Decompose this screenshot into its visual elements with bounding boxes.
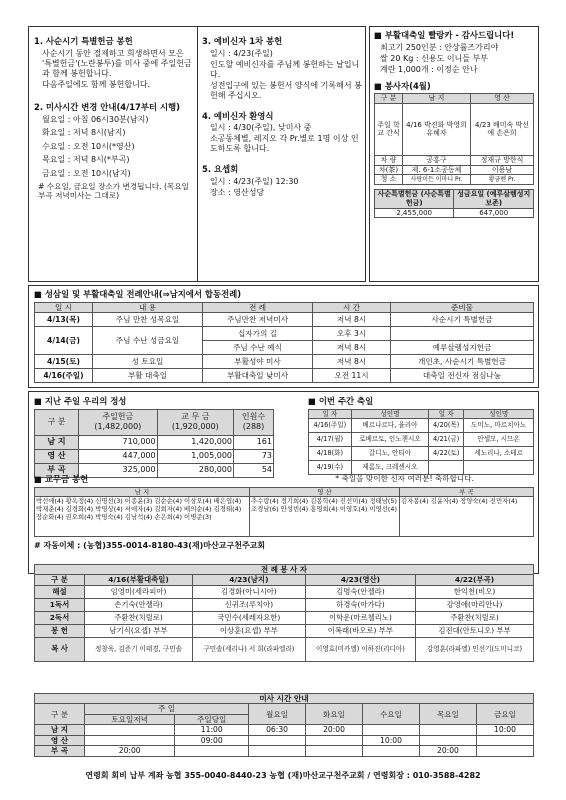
table-cell: 이영효(미카엘) 이하진(리디아) <box>305 637 415 661</box>
table-cell: 세노리나, 소테르 <box>464 446 534 460</box>
table-cell: 710,000 <box>79 435 158 449</box>
notice-item: 화요일 : 저녁 8시(남지) <box>42 128 126 138</box>
schedule-title: ■ 성삼일 및 부활대축일 전례안내(⇒남지에서 합동전례) <box>34 289 242 299</box>
table-cell: 하경숙(아가다) <box>305 598 415 611</box>
table-cell: 남기식(요셉) 부부 <box>85 624 193 637</box>
table-cell: 4/16(주일) <box>309 418 352 432</box>
table-cell: 베르나르다, 율리아 <box>351 418 428 432</box>
table-cell: 73 <box>234 449 274 463</box>
table-header: 금요일 <box>476 704 533 725</box>
thanks-title: ■ 부활대축일 빨랑카 - 감사드립니다! <box>374 30 515 40</box>
table-cell: 황금펜 Pr. <box>471 175 534 185</box>
table-header: 주일당일 <box>175 714 249 724</box>
thanks-item: 계란 1,000개 : 이정순 안나 <box>380 64 478 74</box>
table-cell <box>249 735 306 745</box>
table-cell <box>249 746 306 756</box>
finance-title: ■ 지난 주일 우리의 정성 <box>34 396 127 406</box>
table-cell: 1,005,000 <box>157 449 233 463</box>
table-title: 전 례 봉 사 자 <box>35 565 534 575</box>
table-cell: 54 <box>234 463 274 477</box>
table-cell: 봉 헌 <box>35 624 85 637</box>
table-header: 주 일 <box>85 704 249 714</box>
table-cell: 김명숙(안젤라) <box>305 585 415 598</box>
table-cell: 예루살렘성지헌금 <box>391 340 534 354</box>
table-cell <box>363 725 420 735</box>
table-header: 구 분 <box>35 704 85 725</box>
table-cell: 대축일 전신자 점심나눔 <box>391 368 534 382</box>
table-cell: 로베르토, 인노첸시오 <box>351 432 428 446</box>
footer-info: 연령회 회비 납부 계좌 농협 355-0040-8440-23 농협 (재)마산교구천주교회 / 연령회장 : 010-3588-4282 <box>85 771 481 780</box>
table-header: 성인명 <box>351 409 428 418</box>
table-cell: 오전 11시 <box>313 368 391 382</box>
table-cell: 161 <box>234 435 274 449</box>
table-cell: 부활성야 미사 <box>203 354 313 368</box>
notice-item: 수요일 : 오전 10시(*영산) <box>42 141 135 151</box>
table-header: 성인명 <box>464 409 534 418</box>
notice-title: 2. 미사시간 변경 안내(4/17부터 시행) <box>34 101 180 112</box>
notice-item: 일시 : 4/30(주일), 낮미사 중 <box>210 123 312 132</box>
table-cell: 4/16 박진화 박영희 유혜자 <box>403 103 471 155</box>
table-header: 남 지 <box>35 487 250 496</box>
table-cell: 남 지 <box>35 435 79 449</box>
table-cell: 4/19(수) <box>309 460 352 474</box>
schedule-section <box>34 289 534 383</box>
mass-section <box>34 693 534 757</box>
table-cell: 성 토요일 <box>93 354 203 368</box>
table-cell: 부 곡 <box>35 463 79 477</box>
dues-table <box>34 487 534 537</box>
table-cell: 09:00 <box>175 735 249 745</box>
servers-table <box>374 93 534 185</box>
table-cell: 06:30 <box>249 725 306 735</box>
table-header: 영 산 <box>471 94 534 104</box>
table-cell: 제롬도, 크레센시오 <box>351 460 428 474</box>
table-cell <box>85 735 175 745</box>
table-cell: 이학운(마르첼리노) <box>305 611 415 624</box>
table-header: 구 분 <box>35 409 79 435</box>
table-header: 목요일 <box>419 704 476 725</box>
table-cell <box>419 735 476 745</box>
table-cell: 4/23 배미숙 박선애 손은희 <box>471 103 534 155</box>
table-cell: 사랑이든 이마니 Pr. <box>403 175 471 185</box>
table-header: 영 산 <box>250 487 400 496</box>
notice-item: 다음주일에도 함께 봉헌합니다. <box>42 79 151 89</box>
table-cell <box>476 746 533 756</box>
table-cell: 공홍구 <box>403 155 471 165</box>
table-cell: 주님 만찬 성목요일 <box>93 312 203 326</box>
thanks-item: 최고기 250인분 : 안상률즈가리야 <box>380 42 499 52</box>
table-cell: 개인초, 사순시기 특별헌금 <box>391 354 534 368</box>
table-header: 수요일 <box>363 704 420 725</box>
table-cell: 김진대(안토니오) 부부 <box>416 624 534 637</box>
table-cell: 제. 6-1소공동체 <box>403 165 471 175</box>
table-cell: 차 량 <box>375 155 403 165</box>
table-header: 준비물 <box>391 302 534 312</box>
table-cell: 정창욱, 김준기 이태경, 구민솔 <box>85 637 193 661</box>
table-cell: 남 지 <box>35 725 85 735</box>
notice-item: 소공동체별, 레지오 각 Pr.별로 1명 이상 인도하도록 합니다. <box>210 134 359 153</box>
notices-col2 <box>202 36 362 199</box>
notice-title: 1. 사순시기 특별헌금 봉헌 <box>34 36 133 46</box>
table-cell: 한익천(비오) <box>416 585 534 598</box>
table-cell: 주님 수난 예식 <box>203 340 313 354</box>
table-cell: 4/22(토) <box>429 446 464 460</box>
table-cell <box>306 746 363 756</box>
table-header: 4/22(부곡) <box>416 575 534 585</box>
thanks-section <box>374 30 536 218</box>
table-cell: 이복래(바오로) 부부 <box>305 624 415 637</box>
notice-foot: # 수요일, 금요일 장소가 변경됩니다. (목요일 부곡 저녁미사는 그대로) <box>38 181 189 201</box>
birthday-title: ■ 이번 주간 축일 <box>308 396 374 406</box>
dues-section <box>34 474 534 551</box>
table-cell: 4/20(목) <box>429 418 464 432</box>
table-header: 일 시 <box>35 302 93 312</box>
table-header: 전 례 <box>203 302 313 312</box>
table-cell: 주일 학교 간식 <box>375 103 403 155</box>
table-header: 4/23(영산) <box>305 575 415 585</box>
table-cell: 2,455,000 <box>375 208 454 218</box>
notice-title: 5. 요셉회 <box>202 164 239 174</box>
transfer-info: # 자동이체 : (농협)355-0014-8180-43(재)마산교구천주교회 <box>34 540 266 550</box>
table-cell: 정재규 방한식 <box>471 155 534 165</box>
table-cell <box>306 735 363 745</box>
table-cell: 4/14(금) <box>35 326 93 354</box>
table-header: 일 자 <box>309 409 352 418</box>
table-header: 교 무 금 (1,920,000) <box>157 409 233 435</box>
table-cell: 2독서 <box>35 611 85 624</box>
table-cell: 해설 <box>35 585 85 598</box>
table-cell: 4/17(월) <box>309 432 352 446</box>
table-header: 성금요일 (예루살렘성지 보존) <box>454 190 534 209</box>
table-header: 화요일 <box>306 704 363 725</box>
table-header: 토요일저녁 <box>85 714 175 724</box>
table-cell: 갈디노, 안티아 <box>351 446 428 460</box>
notices-col1 <box>34 36 194 201</box>
finance-table <box>34 409 274 478</box>
table-header: 인원수 (288) <box>234 409 274 435</box>
table-cell: 주님 수난 성금요일 <box>93 326 203 354</box>
finance-section <box>34 396 274 478</box>
table-cell <box>391 326 534 340</box>
table-cell: 저녁 8시 <box>313 340 391 354</box>
offering-table <box>374 189 534 218</box>
table-cell: 복 사 <box>35 637 85 661</box>
notice-4 <box>202 111 362 155</box>
table-cell: 부활대축일 낮미사 <box>203 368 313 382</box>
thanks-item: 쌀 20 Kg : 신용도 이니들 부부 <box>380 53 489 63</box>
table-cell: 손기숙(안젤라) <box>85 598 193 611</box>
notice-1 <box>34 36 194 90</box>
table-cell: 4/16(주일) <box>35 368 93 382</box>
notice-item: 사순시기 동안 절제하고 희생하면서 모은 '특별헌금'(노란봉투)를 미사 중에 주일헌금과 함께 봉헌합니다. <box>42 48 192 78</box>
table-header: 시 간 <box>313 302 391 312</box>
notice-item: 장소 : 영산성당 <box>210 187 265 197</box>
table-cell: 영 산 <box>35 449 79 463</box>
birthday-section <box>308 396 536 475</box>
table-cell: 10:00 <box>476 725 533 735</box>
notice-item: 일시 : 4/23(주일) <box>210 48 273 58</box>
schedule-table <box>34 302 534 383</box>
table-header: 월요일 <box>249 704 306 725</box>
table-cell: 주환찬(치릴로) <box>85 611 193 624</box>
birthday-table <box>308 409 534 475</box>
table-cell: 647,000 <box>454 208 534 218</box>
table-header: 구 분 <box>375 94 403 104</box>
table-header: 남 지 <box>403 94 471 104</box>
table-cell: 김자봉(4) 김윤자(4) 장양숙(4) 전민자(4) <box>400 496 534 536</box>
divider <box>197 26 198 282</box>
table-cell: 부활 대축일 <box>93 368 203 382</box>
table-cell: 저녁 8시 <box>313 354 391 368</box>
table-cell <box>175 746 249 756</box>
table-cell: 이상훈(요셉) 부부 <box>192 624 305 637</box>
table-cell <box>476 735 533 745</box>
table-cell: 강영훈(라파엘) 민선기(도미니코) <box>416 637 534 661</box>
table-cell: 임영미(세라피아) <box>85 585 193 598</box>
mass-table <box>34 693 534 757</box>
table-cell <box>419 725 476 735</box>
table-header: 주일헌금 (1,482,000) <box>79 409 158 435</box>
table-cell: 강영애(마리안나) <box>416 598 534 611</box>
table-cell: 1,420,000 <box>157 435 233 449</box>
table-cell: 사순시기 특별헌금 <box>391 312 534 326</box>
table-cell: 280,000 <box>157 463 233 477</box>
table-cell: 4/15(토) <box>35 354 93 368</box>
table-cell: 20:00 <box>419 746 476 756</box>
notice-title: 3. 예비신자 1차 봉헌 <box>202 36 283 46</box>
table-cell: 4/18(화) <box>309 446 352 460</box>
table-header: 4/16(부활대축일) <box>85 575 193 585</box>
table-cell: 김경화(아니시아) <box>192 585 305 598</box>
liturgy-section <box>34 564 534 662</box>
table-cell <box>429 460 464 474</box>
table-cell: 국민수(세레자요한) <box>192 611 305 624</box>
table-cell: 박선애(4) 황옥정(4) 신명선(3) 이종윤(3) 김순순(4) 이상오(4) 배은엽(4) 박재춘(4) 김경화(4) 박영상(4) 서애자(4) 김희자(4) 배의순(4) 김경태(4) 장순화(4) 권오희(4) 박영숙(4) 김남석(4) 손은희(4) 이병준(3) <box>35 496 250 536</box>
table-cell: 추수랑(4) 정기희(4) 김봉학(4) 진선미(4) 정태남(5) 조경남(6) 안성빈(4) 홍영희(4) 이영호(4) 이영선(4) <box>250 496 400 536</box>
table-cell: 4/21(금) <box>429 432 464 446</box>
table-cell: 오후 3시 <box>313 326 391 340</box>
table-header: 부 곡 <box>400 487 534 496</box>
table-cell: 11:00 <box>175 725 249 735</box>
table-header: 4/23(남지) <box>192 575 305 585</box>
notice-item: 목요일 : 저녁 8시(*부곡) <box>42 155 130 165</box>
table-cell: 도미노, 마르치아노 <box>464 418 534 432</box>
table-cell: 4/13(목) <box>35 312 93 326</box>
table-cell: 십자가의 길 <box>203 326 313 340</box>
notice-item: 인도할 예비신자를 주님께 봉헌하는 날입니다. <box>210 59 360 79</box>
table-header: 사순특별헌금 (사순특별헌금) <box>375 190 454 209</box>
table-cell: 저녁 8시 <box>313 312 391 326</box>
table-header: 구 분 <box>35 575 85 585</box>
notice-item: 금요일 : 오전 10시(남지) <box>42 168 131 178</box>
table-cell: 1독서 <box>35 598 85 611</box>
table-cell: 325,000 <box>79 463 158 477</box>
table-cell: 차(茶) <box>375 165 403 175</box>
table-cell: 구민솔(세리나) 서 희(라파엘라) <box>192 637 305 661</box>
birthday-note: * 축일을 맞이한 신자 여러분! 축하합니다. <box>335 474 474 483</box>
notice-item: 월요일 : 아침 06시30분(남지) <box>42 115 149 124</box>
table-cell: 신귀조(루치아) <box>192 598 305 611</box>
table-cell: 안셀모, 시므온 <box>464 432 534 446</box>
table-cell: 20:00 <box>306 725 363 735</box>
table-cell: 20:00 <box>85 746 175 756</box>
table-cell: 이용남 <box>471 165 534 175</box>
notice-5 <box>202 164 362 198</box>
table-cell: 주환찬(치릴로) <box>416 611 534 624</box>
table-header: 내 용 <box>93 302 203 312</box>
table-title: 미사 시간 안내 <box>35 694 534 704</box>
table-header: 일 자 <box>429 409 464 418</box>
notice-item: 성전입구에 있는 봉헌서 양식에 기록해서 봉헌해 주십시오. <box>210 80 362 100</box>
table-cell: 10:00 <box>363 735 420 745</box>
table-cell: 447,000 <box>79 449 158 463</box>
table-cell: 영 산 <box>35 735 85 745</box>
notice-3 <box>202 36 362 101</box>
servers-title: ■ 봉사자(4월) <box>374 80 431 91</box>
dues-title: ■ 교무금 봉헌 <box>34 474 89 484</box>
notice-item: 일시 : 4/23(주일) 12:30 <box>210 176 299 186</box>
table-cell: 청 소 <box>375 175 403 185</box>
table-cell <box>464 460 534 474</box>
notice-title: 4. 예비신자 환영식 <box>202 110 274 121</box>
notice-2 <box>34 102 194 201</box>
table-cell: 부 곡 <box>35 746 85 756</box>
table-cell: 주님만찬 저녁미사 <box>203 312 313 326</box>
liturgy-table <box>34 564 534 662</box>
table-cell <box>85 725 175 735</box>
table-cell <box>363 746 420 756</box>
